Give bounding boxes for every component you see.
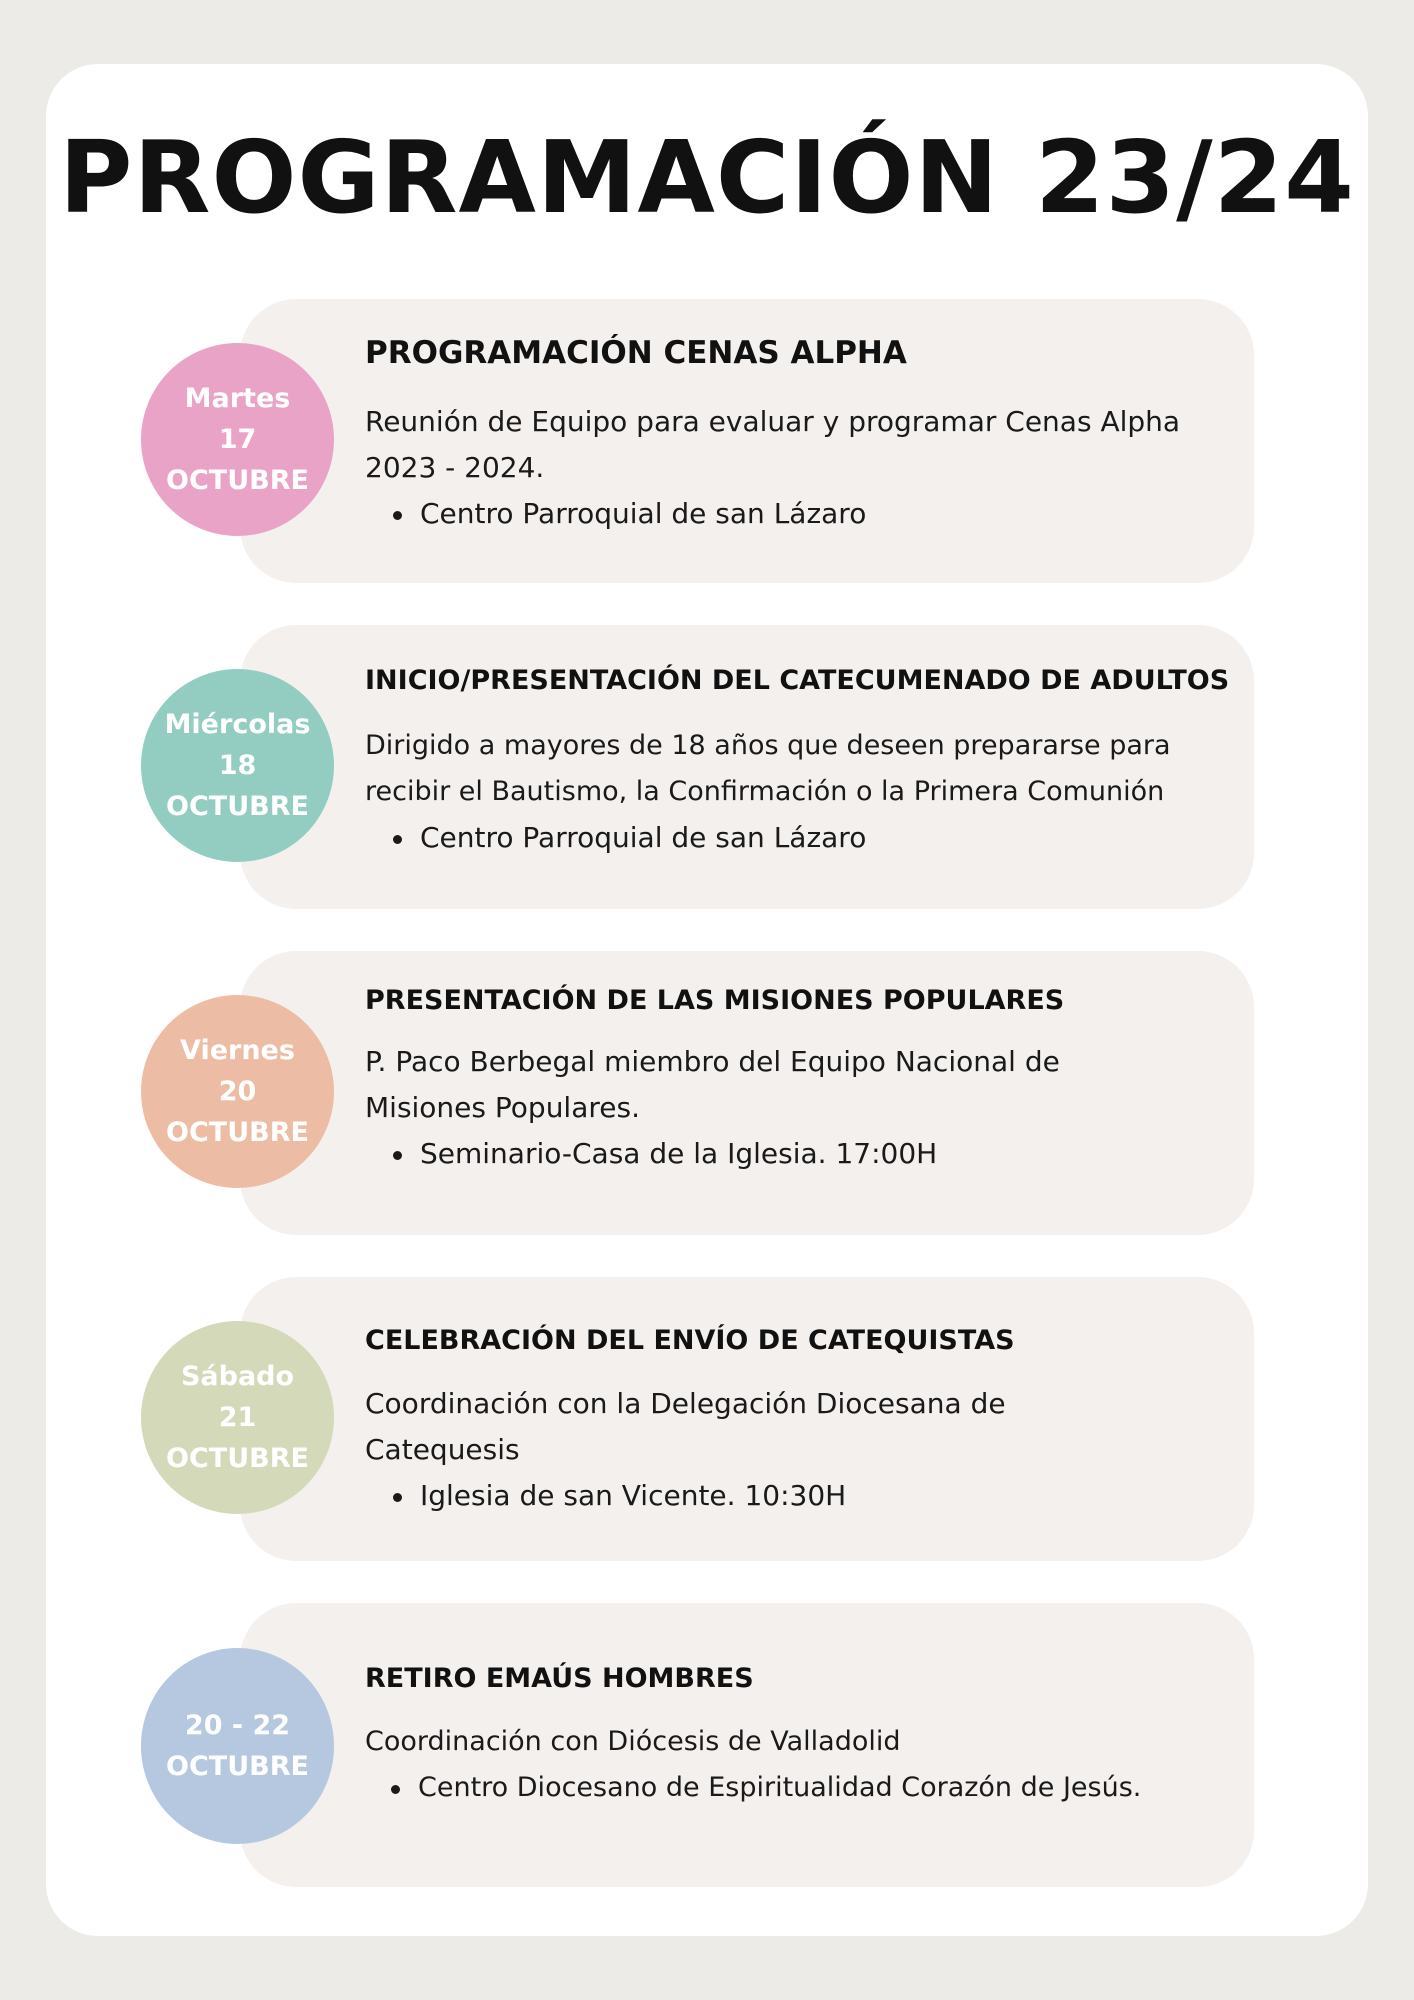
- date-month: OCTUBRE: [166, 1117, 309, 1148]
- date-month: OCTUBRE: [166, 791, 309, 822]
- date-day: 21: [218, 1402, 257, 1433]
- event-title: PRESENTACIÓN DE LAS MISIONES POPULARES: [365, 985, 1065, 1016]
- date-month: OCTUBRE: [166, 1443, 309, 1474]
- date-month: OCTUBRE: [166, 1751, 309, 1782]
- date-day: 20: [218, 1076, 257, 1107]
- event-location: Seminario-Casa de la Iglesia. 17:00H: [420, 1131, 937, 1177]
- event-title: RETIRO EMAÚS HOMBRES: [365, 1663, 754, 1694]
- event-location: Centro Diocesano de Espiritualidad Corazón de Jesús.: [418, 1765, 1141, 1811]
- date-weekday: Miércolas: [164, 709, 311, 740]
- event-description: Reunión de Equipo para evaluar y programar Cenas Alpha 2023 - 2024.: [365, 405, 1181, 484]
- date-circle: [141, 669, 334, 862]
- event-description: Coordinación con Diócesis de Valladolid: [365, 1726, 901, 1757]
- date-range: 20 - 22: [184, 1710, 291, 1741]
- date-day: 18: [218, 750, 257, 781]
- event-location: Centro Parroquial de san Lázaro: [420, 815, 866, 861]
- date-weekday: Sábado: [180, 1361, 295, 1392]
- event-title: INICIO/PRESENTACIÓN DEL CATECUMENADO DE ADULTOS: [365, 665, 1230, 696]
- event-location: Centro Parroquial de san Lázaro: [420, 491, 866, 537]
- event-item-catecumenado: [0, 625, 1414, 909]
- event-item-retiro-emaus: [0, 1603, 1414, 1887]
- date-circle: [141, 995, 334, 1188]
- event-title: CELEBRACIÓN DEL ENVÍO DE CATEQUISTAS: [365, 1325, 1015, 1356]
- event-item-cenas-alpha: [0, 299, 1414, 583]
- date-day: 17: [218, 424, 257, 455]
- event-description: P. Paco Berbegal miembro del Equipo Nacional de Misiones Populares.: [365, 1045, 1060, 1124]
- date-weekday: Viernes: [180, 1035, 295, 1066]
- event-item-misiones-populares: [0, 951, 1414, 1235]
- date-circle: [141, 343, 334, 536]
- event-description: Dirigido a mayores de 18 años que deseen prepararse para recibir el Bautismo, la Confirmación o la Primera Comunión: [365, 730, 1171, 807]
- event-description: Coordinación con la Delegación Diocesana de Catequesis: [365, 1387, 1006, 1466]
- date-weekday: Martes: [184, 383, 291, 414]
- event-title: PROGRAMACIÓN CENAS ALPHA: [365, 335, 907, 371]
- event-item-envio-catequistas: [0, 1277, 1414, 1561]
- date-circle: [141, 1648, 334, 1844]
- date-month: OCTUBRE: [166, 465, 309, 496]
- page-title: PROGRAMACIÓN 23/24: [59, 119, 1355, 236]
- event-location: Iglesia de san Vicente. 10:30H: [420, 1473, 846, 1519]
- date-circle: [141, 1321, 334, 1514]
